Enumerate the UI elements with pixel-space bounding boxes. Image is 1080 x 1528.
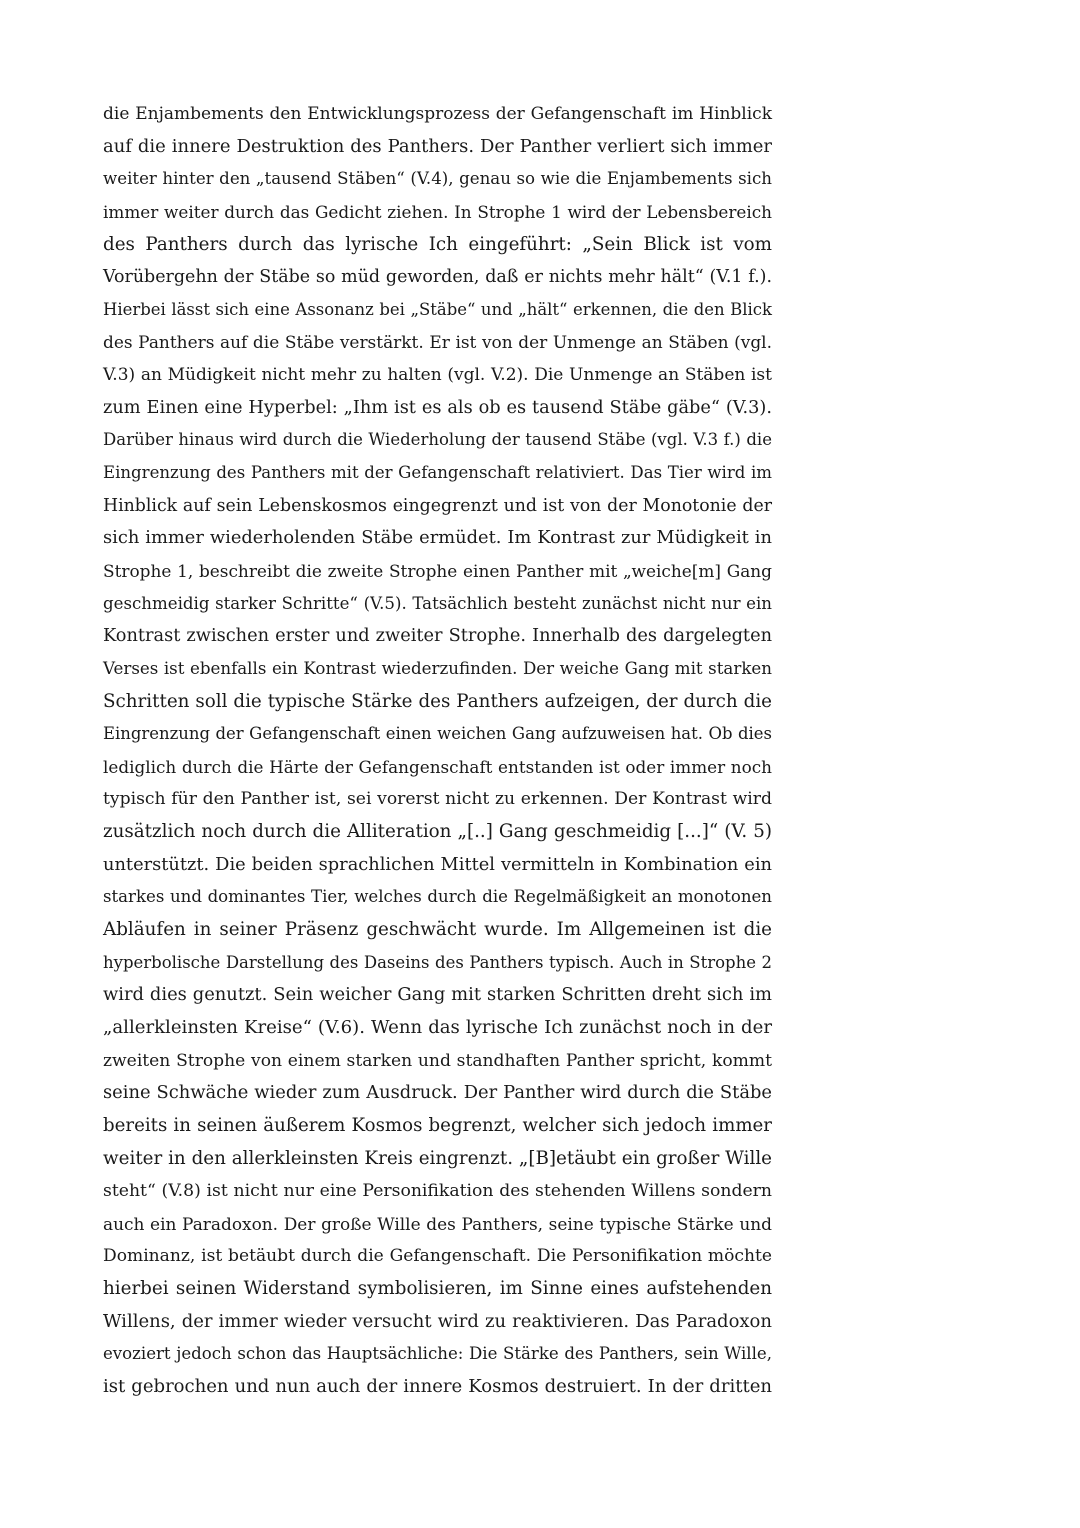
text-line: bereits in seinen äußerem Kosmos begrenzt, welcher sich jedoch immer (103, 1114, 772, 1136)
text-line: Willens, der immer wieder versucht wird zu reaktivieren. Das Paradoxon (103, 1310, 772, 1332)
text-line: unterstützt. Die beiden sprachlichen Mittel vermitteln in Kombination ein (103, 853, 772, 875)
text-line: Hierbei lässt sich eine Assonanz bei „Stäbe“ und „hält“ erkennen, die den Blick (103, 299, 772, 319)
text-line: Verses ist ebenfalls ein Kontrast wiederzufinden. Der weiche Gang mit starken (103, 658, 772, 678)
text-line: steht“ (V.8) ist nicht nur eine Personifikation des stehenden Willens sondern (103, 1181, 772, 1202)
text-line: ist gebrochen und nun auch der innere Kosmos destruiert. In der dritten (103, 1375, 772, 1397)
text-line: geschmeidig starker Schritte“ (V.5). Tatsächlich besteht zunächst nicht nur ein (103, 593, 772, 613)
text-line: Eingrenzung der Gefangenschaft einen weichen Gang aufzuweisen hat. Ob dies (103, 724, 772, 744)
text-line: weiter hinter den „tausend Stäben“ (V.4), genau so wie die Enjambements sich (103, 169, 772, 189)
essay-paragraph (103, 98, 772, 1404)
text-line: Vorübergehn der Stäbe so müd geworden, daß er nichts mehr hält“ (V.1 f.). (103, 267, 772, 288)
text-line: lediglich durch die Härte der Gefangenschaft entstanden ist oder immer noch (103, 756, 772, 777)
text-line: hyperbolische Darstellung des Daseins des Panthers typisch. Auch in Strophe 2 (103, 952, 772, 972)
text-line: typisch für den Panther ist, sei vorerst nicht zu erkennen. Der Kontrast wird (103, 789, 772, 810)
text-line: Hinblick auf sein Lebenskosmos eingegrenzt und ist von der Monotonie der (103, 495, 772, 516)
text-line: Dominanz, ist betäubt durch die Gefangenschaft. Die Personifikation möchte (103, 1246, 772, 1267)
text-line: die Enjambements den Entwicklungsprozess der Gefangenschaft im Hinblick (103, 104, 772, 124)
text-line: auf die innere Destruktion des Panthers. Der Panther verliert sich immer (103, 135, 772, 157)
text-line: hierbei seinen Widerstand symbolisieren, im Sinne eines aufstehenden (103, 1278, 772, 1300)
text-line: V.3) an Müdigkeit nicht mehr zu halten (vgl. V.2). Die Unmenge an Stäben ist (103, 365, 772, 386)
text-line: weiter in den allerkleinsten Kreis eingrenzt. „[B]etäubt ein großer Wille (103, 1147, 772, 1169)
text-line: immer weiter durch das Gedicht ziehen. In Strophe 1 wird der Lebensbereich (103, 201, 772, 222)
text-line: zweiten Strophe von einem starken und standhaften Panther spricht, kommt (103, 1050, 772, 1071)
text-line: zusätzlich noch durch die Alliteration „[..] Gang geschmeidig [...]“ (V. 5) (103, 821, 772, 843)
text-line: Eingrenzung des Panthers mit der Gefangenschaft relativiert. Das Tier wird im (103, 463, 772, 483)
text-line: Schritten soll die typische Stärke des Panthers aufzeigen, der durch die (103, 690, 772, 712)
text-line: seine Schwäche wieder zum Ausdruck. Der Panther wird durch die Stäbe (103, 1082, 772, 1104)
text-line: Strophe 1, beschreibt die zweite Strophe einen Panther mit „weiche[m] Gang (103, 560, 772, 581)
text-line: auch ein Paradoxon. Der große Wille des Panthers, seine typische Stärke und (103, 1213, 772, 1234)
text-line: starkes und dominantes Tier, welches durch die Regelmäßigkeit an monotonen (103, 887, 772, 907)
text-line: Abläufen in seiner Präsenz geschwächt wurde. Im Allgemeinen ist die (103, 919, 772, 941)
text-line: Darüber hinaus wird durch die Wiederholung der tausend Stäbe (vgl. V.3 f.) die (103, 430, 772, 450)
text-line: sich immer wiederholenden Stäbe ermüdet. Im Kontrast zur Müdigkeit in (103, 527, 772, 549)
text-line: des Panthers durch das lyrische Ich eingeführt: „Sein Blick ist vom (103, 233, 772, 255)
text-line: zum Einen eine Hyperbel: „Ihm ist es als ob es tausend Stäbe gäbe“ (V.3). (103, 397, 772, 418)
text-line: des Panthers auf die Stäbe verstärkt. Er ist von der Unmenge an Stäben (vgl. (103, 332, 772, 353)
text-line: „allerkleinsten Kreise“ (V.6). Wenn das lyrische Ich zunächst noch in der (103, 1016, 772, 1038)
text-line: evoziert jedoch schon das Hauptsächliche: Die Stärke des Panthers, sein Wille, (103, 1344, 772, 1364)
text-line: Kontrast zwischen erster und zweiter Strophe. Innerhalb des dargelegten (103, 626, 772, 647)
text-line: wird dies genutzt. Sein weicher Gang mit starken Schritten dreht sich im (103, 984, 772, 1006)
